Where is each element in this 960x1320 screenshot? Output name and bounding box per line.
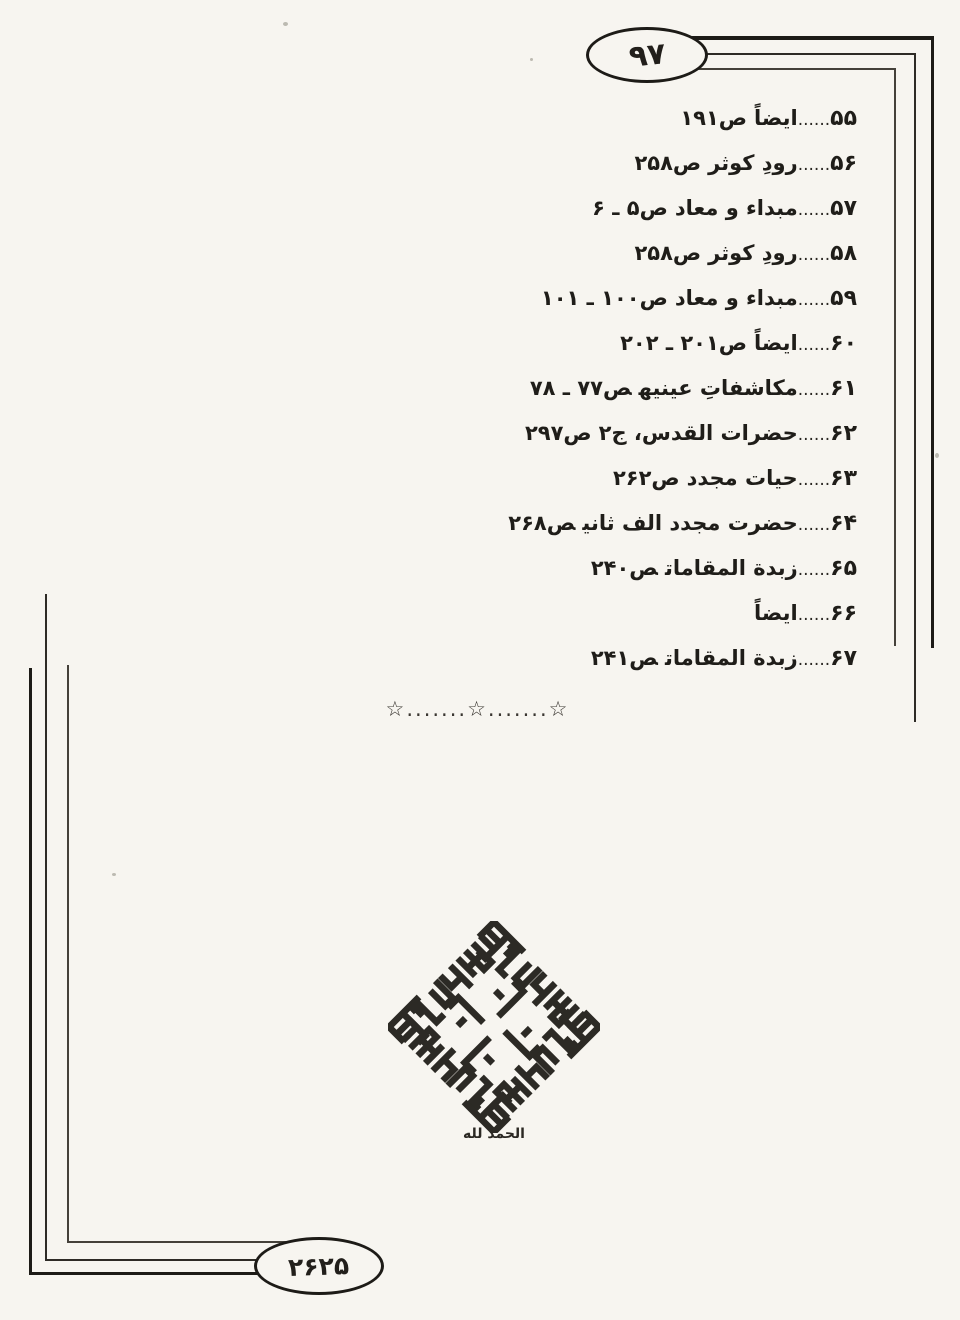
entry-number: ۵۷ [830,196,857,221]
entry-dots: ...... [797,110,831,130]
scan-speck [283,22,288,26]
entry-dots: ...... [797,425,831,445]
serial-number-oval [254,1237,384,1295]
entry-dots: ...... [797,470,831,490]
emblem-caption: الحمد لله [463,1126,525,1142]
entry-page: ص۱۰۰ ـ ۱۰۱ [540,286,668,310]
entry-dots: ...... [797,515,831,535]
entry-page: ص۲۵۸ [634,241,702,265]
toc-entry [257,187,857,232]
entry-page: ص۲۶۸ [508,511,576,535]
entry-title: زبدة المقامات [664,646,798,670]
scan-speck [935,453,939,458]
entry-title: حضرات القدس، ج۲ [598,421,798,445]
toc-entry [257,547,857,592]
entry-dots: ...... [797,245,831,265]
toc-entry [257,232,857,277]
entry-number: ۶۶ [830,601,857,626]
toc-entry [257,367,857,412]
entry-page: ص۲۶۲ [612,466,680,490]
toc-entry [257,97,857,142]
toc-entry [257,412,857,457]
entry-number: ۵۹ [830,286,857,311]
border-line [894,68,896,646]
toc-list [257,97,857,682]
entry-dots: ...... [797,200,831,220]
entry-title: حیات مجدد [686,466,798,490]
entry-page: ص۲۹۷ [524,421,592,445]
entry-title: زبدة المقامات [664,556,798,580]
page-number-oval [586,27,708,83]
entry-dots: ...... [797,605,831,625]
entry-title: حضرت مجدد الف ثانی [582,511,798,535]
entry-title: ایضاً [754,601,798,625]
entry-page: ص۷۷ ـ ۷۸ [529,376,632,400]
toc-entry [257,502,857,547]
scan-speck [530,58,533,61]
scan-speck [112,873,116,876]
toc-entry [257,457,857,502]
border-line [67,1241,312,1243]
border-line [931,36,934,648]
toc-entry [257,592,857,637]
entry-number: ۵۶ [830,151,857,176]
entry-dots: ...... [797,335,831,355]
entry-dots: ...... [797,155,831,175]
toc-entry [257,322,857,367]
entry-dots: ...... [797,560,831,580]
star-separator: ☆.......☆.......☆ [385,697,570,721]
entry-number: ۵۸ [830,241,857,266]
entry-number: ۶۰ [830,331,857,356]
entry-dots: ...... [797,290,831,310]
entry-dots: ...... [797,650,831,670]
entry-page: ص۲۵۸ [634,151,702,175]
entry-number: ۶۴ [830,511,857,536]
entry-page: ص۲۴۰ [590,556,658,580]
entry-number: ۶۷ [830,646,857,671]
entry-title: رودِ کوثر [708,241,798,265]
entry-title: مبداء و معاد [674,196,798,220]
toc-entry [257,142,857,187]
entry-number: ۶۳ [830,466,857,491]
entry-number: ۶۲ [830,421,857,446]
entry-page: ص۱۹۱ [680,106,748,130]
page-number: ۹۷ [626,35,668,75]
border-line [45,594,47,1261]
entry-page: ص۵ ـ ۶ [592,196,668,220]
border-line [914,53,916,722]
toc-entry [257,277,857,322]
entry-number: ۶۱ [830,376,857,401]
toc-entry [257,637,857,682]
square-kufic-alhamdulillah-icon [388,921,600,1133]
entry-page: ص۲۴۱ [590,646,658,670]
entry-dots: ...... [797,380,831,400]
serial-number: ۲۶۲۵ [287,1250,351,1282]
entry-page: ص۲۰۱ ـ ۲۰۲ [620,331,748,355]
entry-number: ۵۵ [830,106,857,131]
entry-title: ایضاً [754,331,798,355]
entry-title: ایضاً [754,106,798,130]
entry-number: ۶۵ [830,556,857,581]
entry-title: رودِ کوثر [708,151,798,175]
border-line [29,668,32,1275]
entry-title: مکاشفاتِ عینیه [638,376,798,400]
border-line [67,665,69,1243]
entry-title: مبداء و معاد [674,286,798,310]
